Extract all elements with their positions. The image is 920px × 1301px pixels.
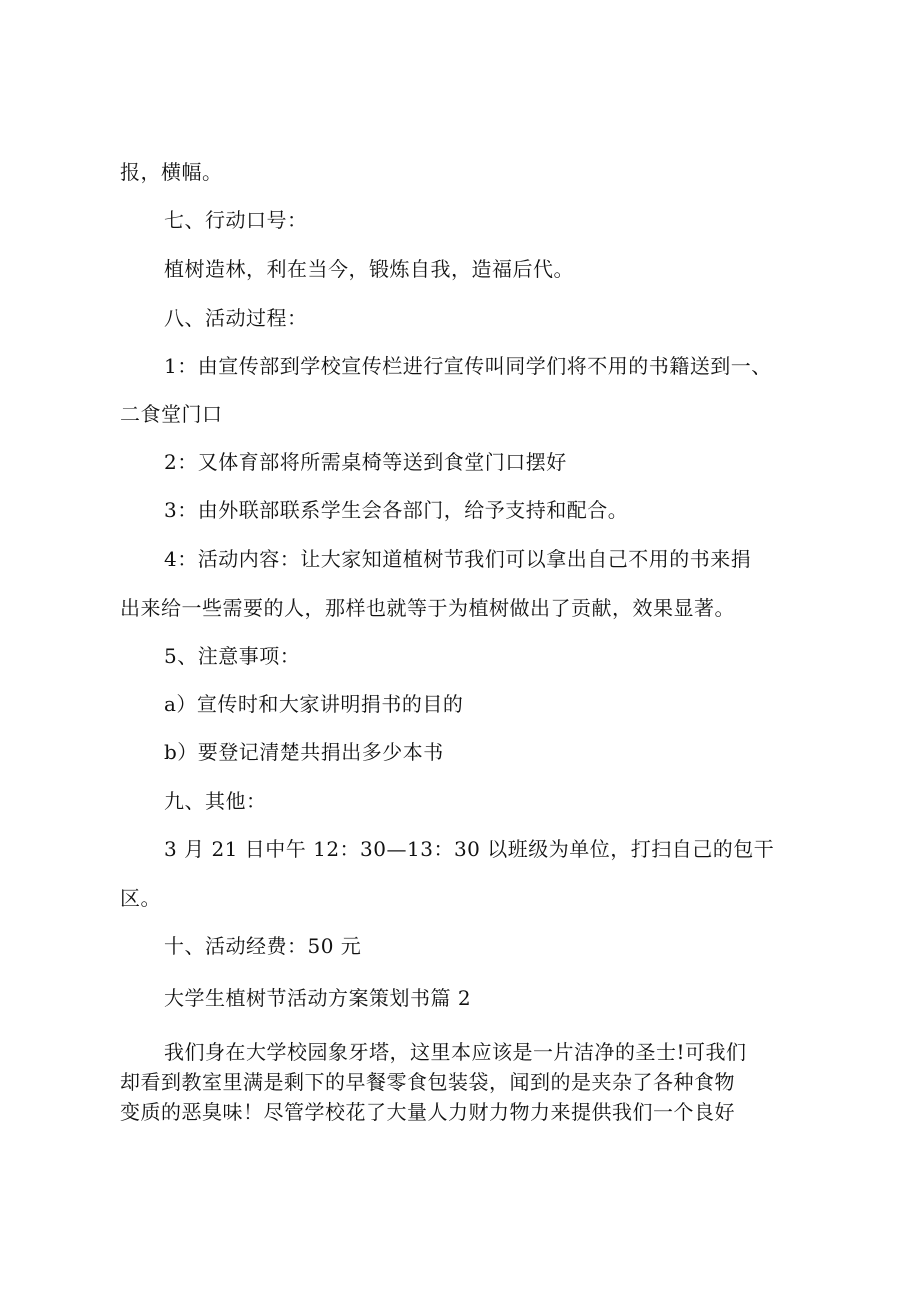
section-heading-budget: 十、活动经费：50 元 bbox=[164, 934, 362, 958]
body-paragraph-line: 我们身在大学校园象牙塔，这里本应该是一片洁净的圣士!可我们 bbox=[164, 1040, 747, 1064]
body-paragraph-line: 却看到教室里满是剩下的早餐零食包装袋，闻到的是夹杂了各种食物 bbox=[120, 1070, 735, 1094]
note-item-b: b）要登记清楚共捐出多少本书 bbox=[164, 740, 444, 764]
section-heading-slogan: 七、行动口号： bbox=[164, 208, 308, 232]
other-text-continued: 区。 bbox=[120, 886, 161, 910]
process-step-1-continued: 二食堂门口 bbox=[120, 402, 223, 426]
process-step-4-continued: 出来给一些需要的人，那样也就等于为植树做出了贡献，效果显著。 bbox=[120, 596, 735, 620]
process-step-1: 1：由宣传部到学校宣传栏进行宣传叫同学们将不用的书籍送到一、 bbox=[164, 354, 772, 378]
section-heading-other: 九、其他： bbox=[164, 789, 267, 813]
article-heading: 大学生植树节活动方案策划书篇 2 bbox=[164, 986, 472, 1010]
process-step-4: 4：活动内容：让大家知道植树节我们可以拿出自己不用的书来捐 bbox=[164, 547, 752, 571]
body-paragraph-line: 变质的恶臭味！尽管学校花了大量人力财力物力来提供我们一个良好 bbox=[120, 1100, 735, 1124]
paragraph-line: 报，横幅。 bbox=[120, 160, 223, 184]
process-step-3: 3：由外联部联系学生会各部门，给予支持和配合。 bbox=[164, 498, 629, 522]
note-item-a: a）宣传时和大家讲明捐书的目的 bbox=[164, 692, 464, 716]
slogan-text: 植树造林，利在当今，锻炼自我，造福后代。 bbox=[164, 257, 574, 281]
other-text: 3 月 21 日中午 12：30—13：30 以班级为单位，打扫自己的包干 bbox=[164, 837, 775, 861]
process-step-2: 2：又体育部将所需桌椅等送到食堂门口摆好 bbox=[164, 450, 567, 474]
section-heading-process: 八、活动过程： bbox=[164, 306, 308, 330]
section-heading-notes: 5、注意事项： bbox=[164, 644, 301, 668]
